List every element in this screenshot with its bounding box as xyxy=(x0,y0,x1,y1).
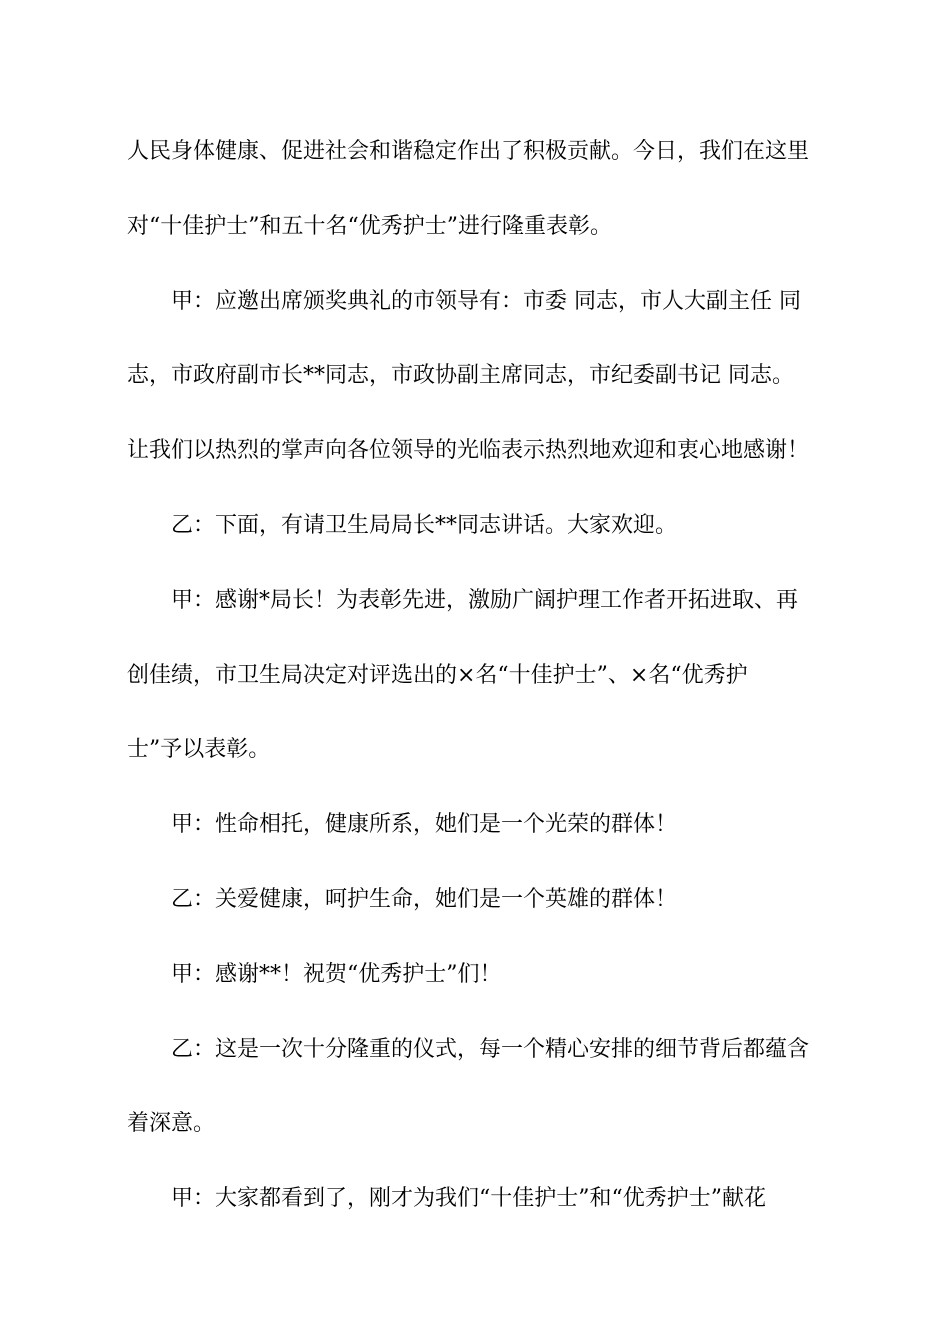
text-line-1: 人民身体健康、促进社会和谐稳定作出了积极贡献。今日，我们在这里 xyxy=(127,139,810,164)
text-line-11: 乙：关爱健康，呵护生命，她们是一个英雄的群体！ xyxy=(171,886,678,912)
text-line-9: 士”予以表彰。 xyxy=(127,737,271,763)
text-line-4: 志，市政府副市长**同志，市政协副主席同志，市纪委副书记 同志。 xyxy=(127,363,794,389)
text-line-5: 让我们以热烈的掌声向各位领导的光临表示热烈地欢迎和衷心地感谢！ xyxy=(127,438,810,464)
text-line-7: 甲：感谢*局长！为表彰先进，激励广阔护理工作者开拓进取、再 xyxy=(171,587,799,613)
text-line-15: 甲：大家都看到了，刚才为我们“十佳护士”和“优秀护士”献花 xyxy=(171,1186,766,1212)
text-line-2: 对“十佳护士”和五十名“优秀护士”进行隆重表彰。 xyxy=(127,213,612,239)
text-line-8: 创佳绩，市卫生局决定对评选出的×名“十佳护士”、×名“优秀护 xyxy=(127,662,748,688)
text-line-14: 着深意。 xyxy=(127,1111,216,1137)
text-line-3: 甲：应邀出席颁奖典礼的市领导有：市委 同志，市人大副主任 同 xyxy=(171,288,801,314)
text-line-13: 乙：这是一次十分隆重的仪式，每一个精心安排的细节背后都蕴含 xyxy=(171,1036,810,1062)
text-line-12: 甲：感谢**！祝贺“优秀护士”们！ xyxy=(171,961,502,987)
text-line-10: 甲：性命相托，健康所系，她们是一个光荣的群体！ xyxy=(171,812,678,838)
text-line-6: 乙：下面，有请卫生局局长**同志讲话。大家欢迎。 xyxy=(171,512,678,538)
document-body xyxy=(127,115,827,1237)
